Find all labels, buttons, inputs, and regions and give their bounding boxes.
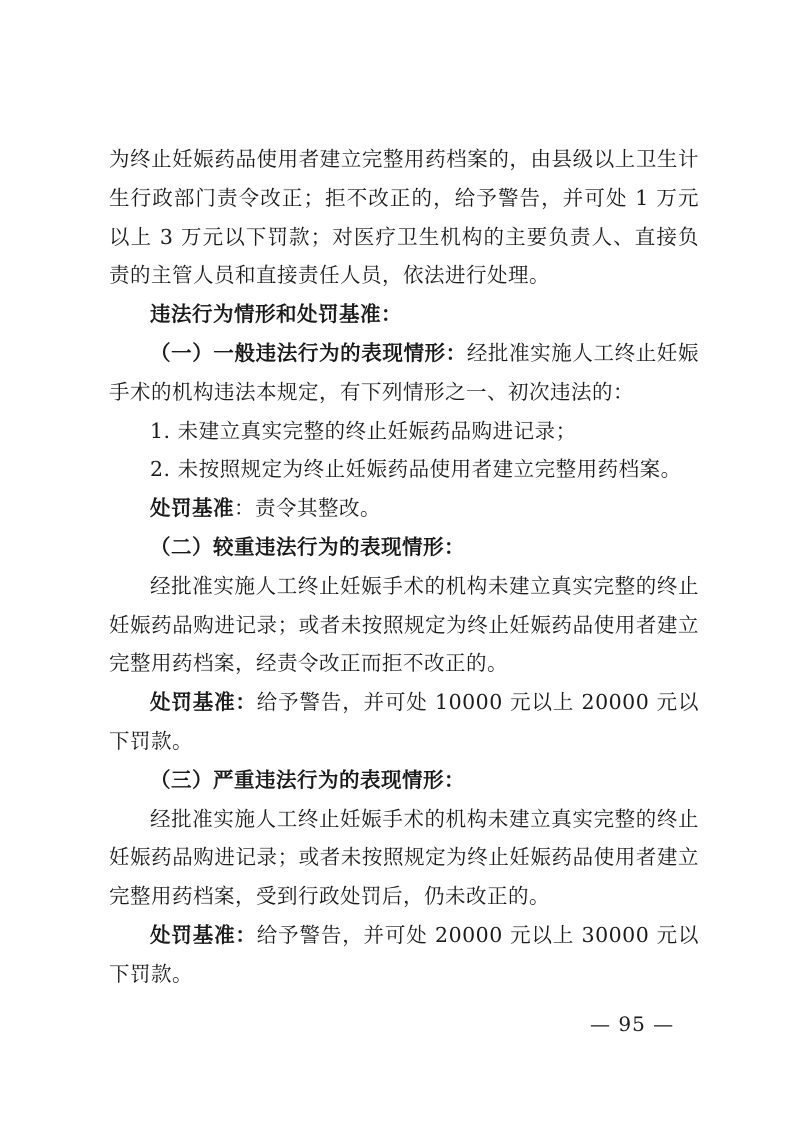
paragraph-general-violation (109, 334, 699, 412)
page-number: — 95 — (590, 1012, 675, 1036)
paragraph-serious-violation: 经批准实施人工终止妊娠手术的机构未建立真实完整的终止妊娠药品购进记录；或者未按照规定为终止妊娠药品使用者建立完整用药档案，经责令改正而拒不改正的。 (109, 573, 699, 676)
document-body (109, 140, 699, 994)
serious-penalty-text: 给予警告，并可处 10000 元以上 20000 元以下罚款。 (109, 690, 700, 753)
heading-serious-violation: （二）较重违法行为的表现情形： (150, 534, 465, 559)
list-item-general-1: 1. 未建立真实完整的终止妊娠药品购进记录； (150, 418, 577, 443)
heading-general-violation: （一）一般违法行为的表现情形： (150, 340, 467, 365)
paragraph-penalty-clause: 为终止妊娠药品使用者建立完整用药档案的，由县级以上卫生计生行政部门责令改正；拒不改正的，给予警告，并可处 1 万元以上 3 万元以下罚款；对医疗卫生机构的主要负责人、直接负责的主管人员和直接责任人员，依法进行处理。 (109, 147, 699, 288)
paragraph-severe-penalty (109, 916, 699, 994)
heading-penalty-standards: 违法行为情形和处罚基准： (150, 302, 402, 327)
paragraph-serious-penalty (109, 683, 699, 761)
paragraph-severe-violation: 经批准实施人工终止妊娠手术的机构未建立真实完整的终止妊娠药品购进记录；或者未按照规定为终止妊娠药品使用者建立完整用药档案，受到行政处罚后，仍未改正的。 (109, 806, 699, 909)
general-penalty-text: 责令其整改。 (255, 496, 381, 521)
serious-penalty-label: 处罚基准： (150, 690, 257, 715)
list-item-general-2: 2. 未按照规定为终止妊娠药品使用者建立完整用药档案。 (150, 457, 682, 482)
general-violation-text: 经批准实施人工终止妊娠手术的机构违法本规定，有下列情形之一、初次违法的： (109, 340, 700, 404)
severe-penalty-label: 处罚基准： (150, 922, 257, 947)
heading-severe-violation: （三）严重违法行为的表现情形： (150, 767, 465, 792)
penalty-separator: ： (234, 496, 255, 521)
penalty-label: 处罚基准 (150, 496, 234, 521)
paragraph-general-penalty (109, 489, 699, 528)
severe-penalty-text: 给予警告，并可处 20000 元以上 30000 元以下罚款。 (109, 922, 700, 986)
